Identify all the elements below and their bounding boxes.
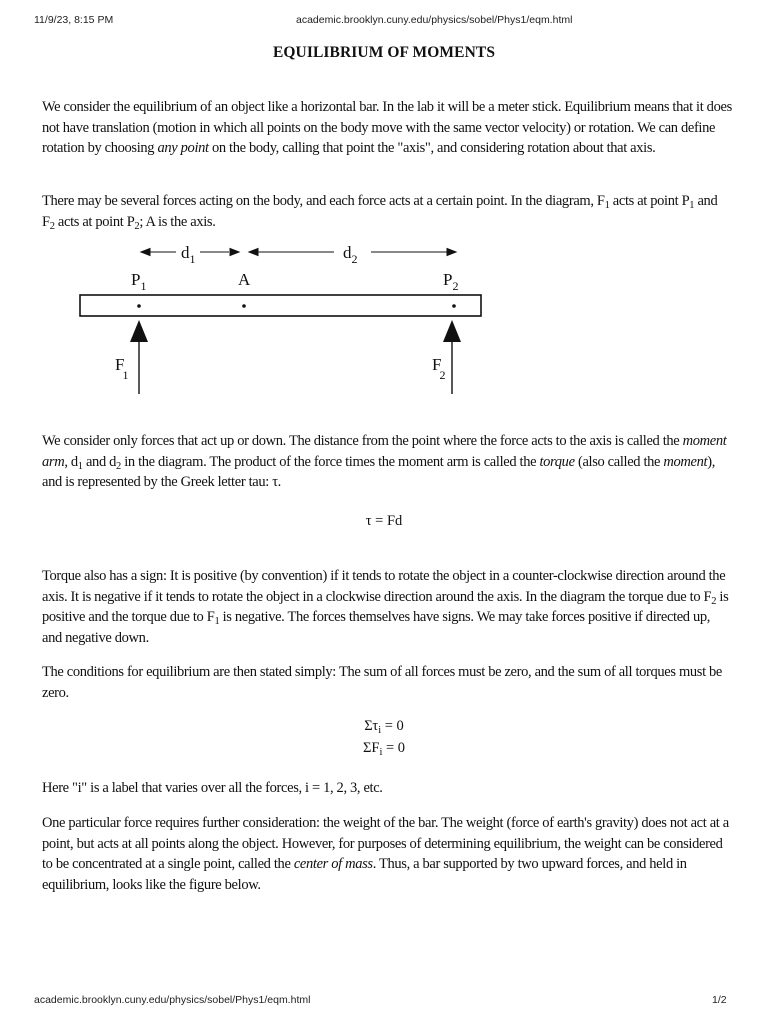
force-f2-head	[443, 320, 461, 342]
point-a-dot	[242, 304, 246, 308]
equation-sum-forces: $\Sigma F_i = 0$	[362, 740, 406, 758]
equation-sum-torques: $\Sigma\tau_i = 0$	[364, 718, 404, 736]
p2-label: $P_2$	[443, 270, 459, 293]
paragraph-forces: There may be several forces acting on the body, and each force acts at a certain point. In the diagram, $F_1$ acts at point $P_1$ and $F_2$ acts at point $P_2$; A is the axis.	[42, 193, 718, 232]
paragraph-intro: We consider the equilibrium of an object like a horizontal bar. In the lab it will be a meter stick. Equilibrium means that it does not have translation (motion in which all points on the body move with the same vector velocity) or rotation. We can define rotation by choosing any point on the body, calling that point the "axis", and considering rotation about that axis.	[42, 99, 732, 156]
d1-label: $d_1$	[181, 243, 196, 266]
emphasis-any-point: any point	[157, 140, 209, 156]
p1-label: $P_1$	[131, 270, 147, 293]
f1-label: F 1	[115, 355, 129, 382]
d2-arrow-left-head	[249, 249, 258, 256]
force-f1-head	[130, 320, 148, 342]
d1-arrow-right-head	[230, 249, 239, 256]
d1-arrow-left-head	[141, 249, 150, 256]
paragraph-weight: One particular force requires further consideration: the weight of the bar. The weight (force of earth's gravity) does not act at a point, but acts at all points along the object. However, for purposes of determining equilibrium, the weight can be considered to be concentrated at a single point, called the center of mass. Thus, a bar supported by two upward forces, and held in equilibrium, looks like the figure below.	[42, 815, 729, 893]
axis-a-label: A	[238, 270, 251, 289]
paragraph-moment-arm: We consider only forces that act up or down. The distance from the point where the force acts to the axis is called the moment arm, $d_1$ and $d_2$ in the diagram. The product of the force times the moment arm is called the torque (also called the moment), and is represented by the Greek letter tau: τ.	[42, 433, 727, 490]
point-p2-dot	[452, 304, 456, 308]
page-title: EQUILIBRIUM OF MOMENTS	[272, 44, 496, 61]
footer-page-number: 1/2	[712, 994, 727, 1006]
paragraph-torque-sign: Torque also has a sign: It is positive (by convention) if it tends to rotate the object in a counter-clockwise direction around the axis. It is negative if it tends to rotate the object in a clockwise direction around the axis. In the diagram the torque due to $F_2$ is positive and the torque due to $F_1$ is negative. The forces themselves have signs. We may take forces positive if directed up, and negative down.	[42, 568, 729, 646]
d2-label: $d_2$	[343, 243, 358, 266]
paragraph-label-i: Here "i" is a label that varies over all the forces, i = 1, 2, 3, etc.	[42, 780, 383, 796]
point-p1-dot	[137, 304, 141, 308]
emphasis-center-of-mass: center of mass	[293, 856, 373, 872]
bar-diagram	[0, 236, 768, 406]
equation-torque: τ = Fd	[365, 513, 403, 529]
f2-label: F 2	[432, 355, 446, 382]
paragraph-conditions: The conditions for equilibrium are then stated simply: The sum of all forces must be zero, and the sum of all torques must be zero.	[42, 664, 723, 701]
d2-arrow-right-head	[447, 249, 456, 256]
print-url: academic.brooklyn.cuny.edu/physics/sobel/Phys1/eqm.html	[296, 14, 573, 26]
print-datetime: 11/9/23, 8:15 PM	[34, 14, 114, 26]
footer-url: academic.brooklyn.cuny.edu/physics/sobel/Phys1/eqm.html	[34, 994, 311, 1006]
